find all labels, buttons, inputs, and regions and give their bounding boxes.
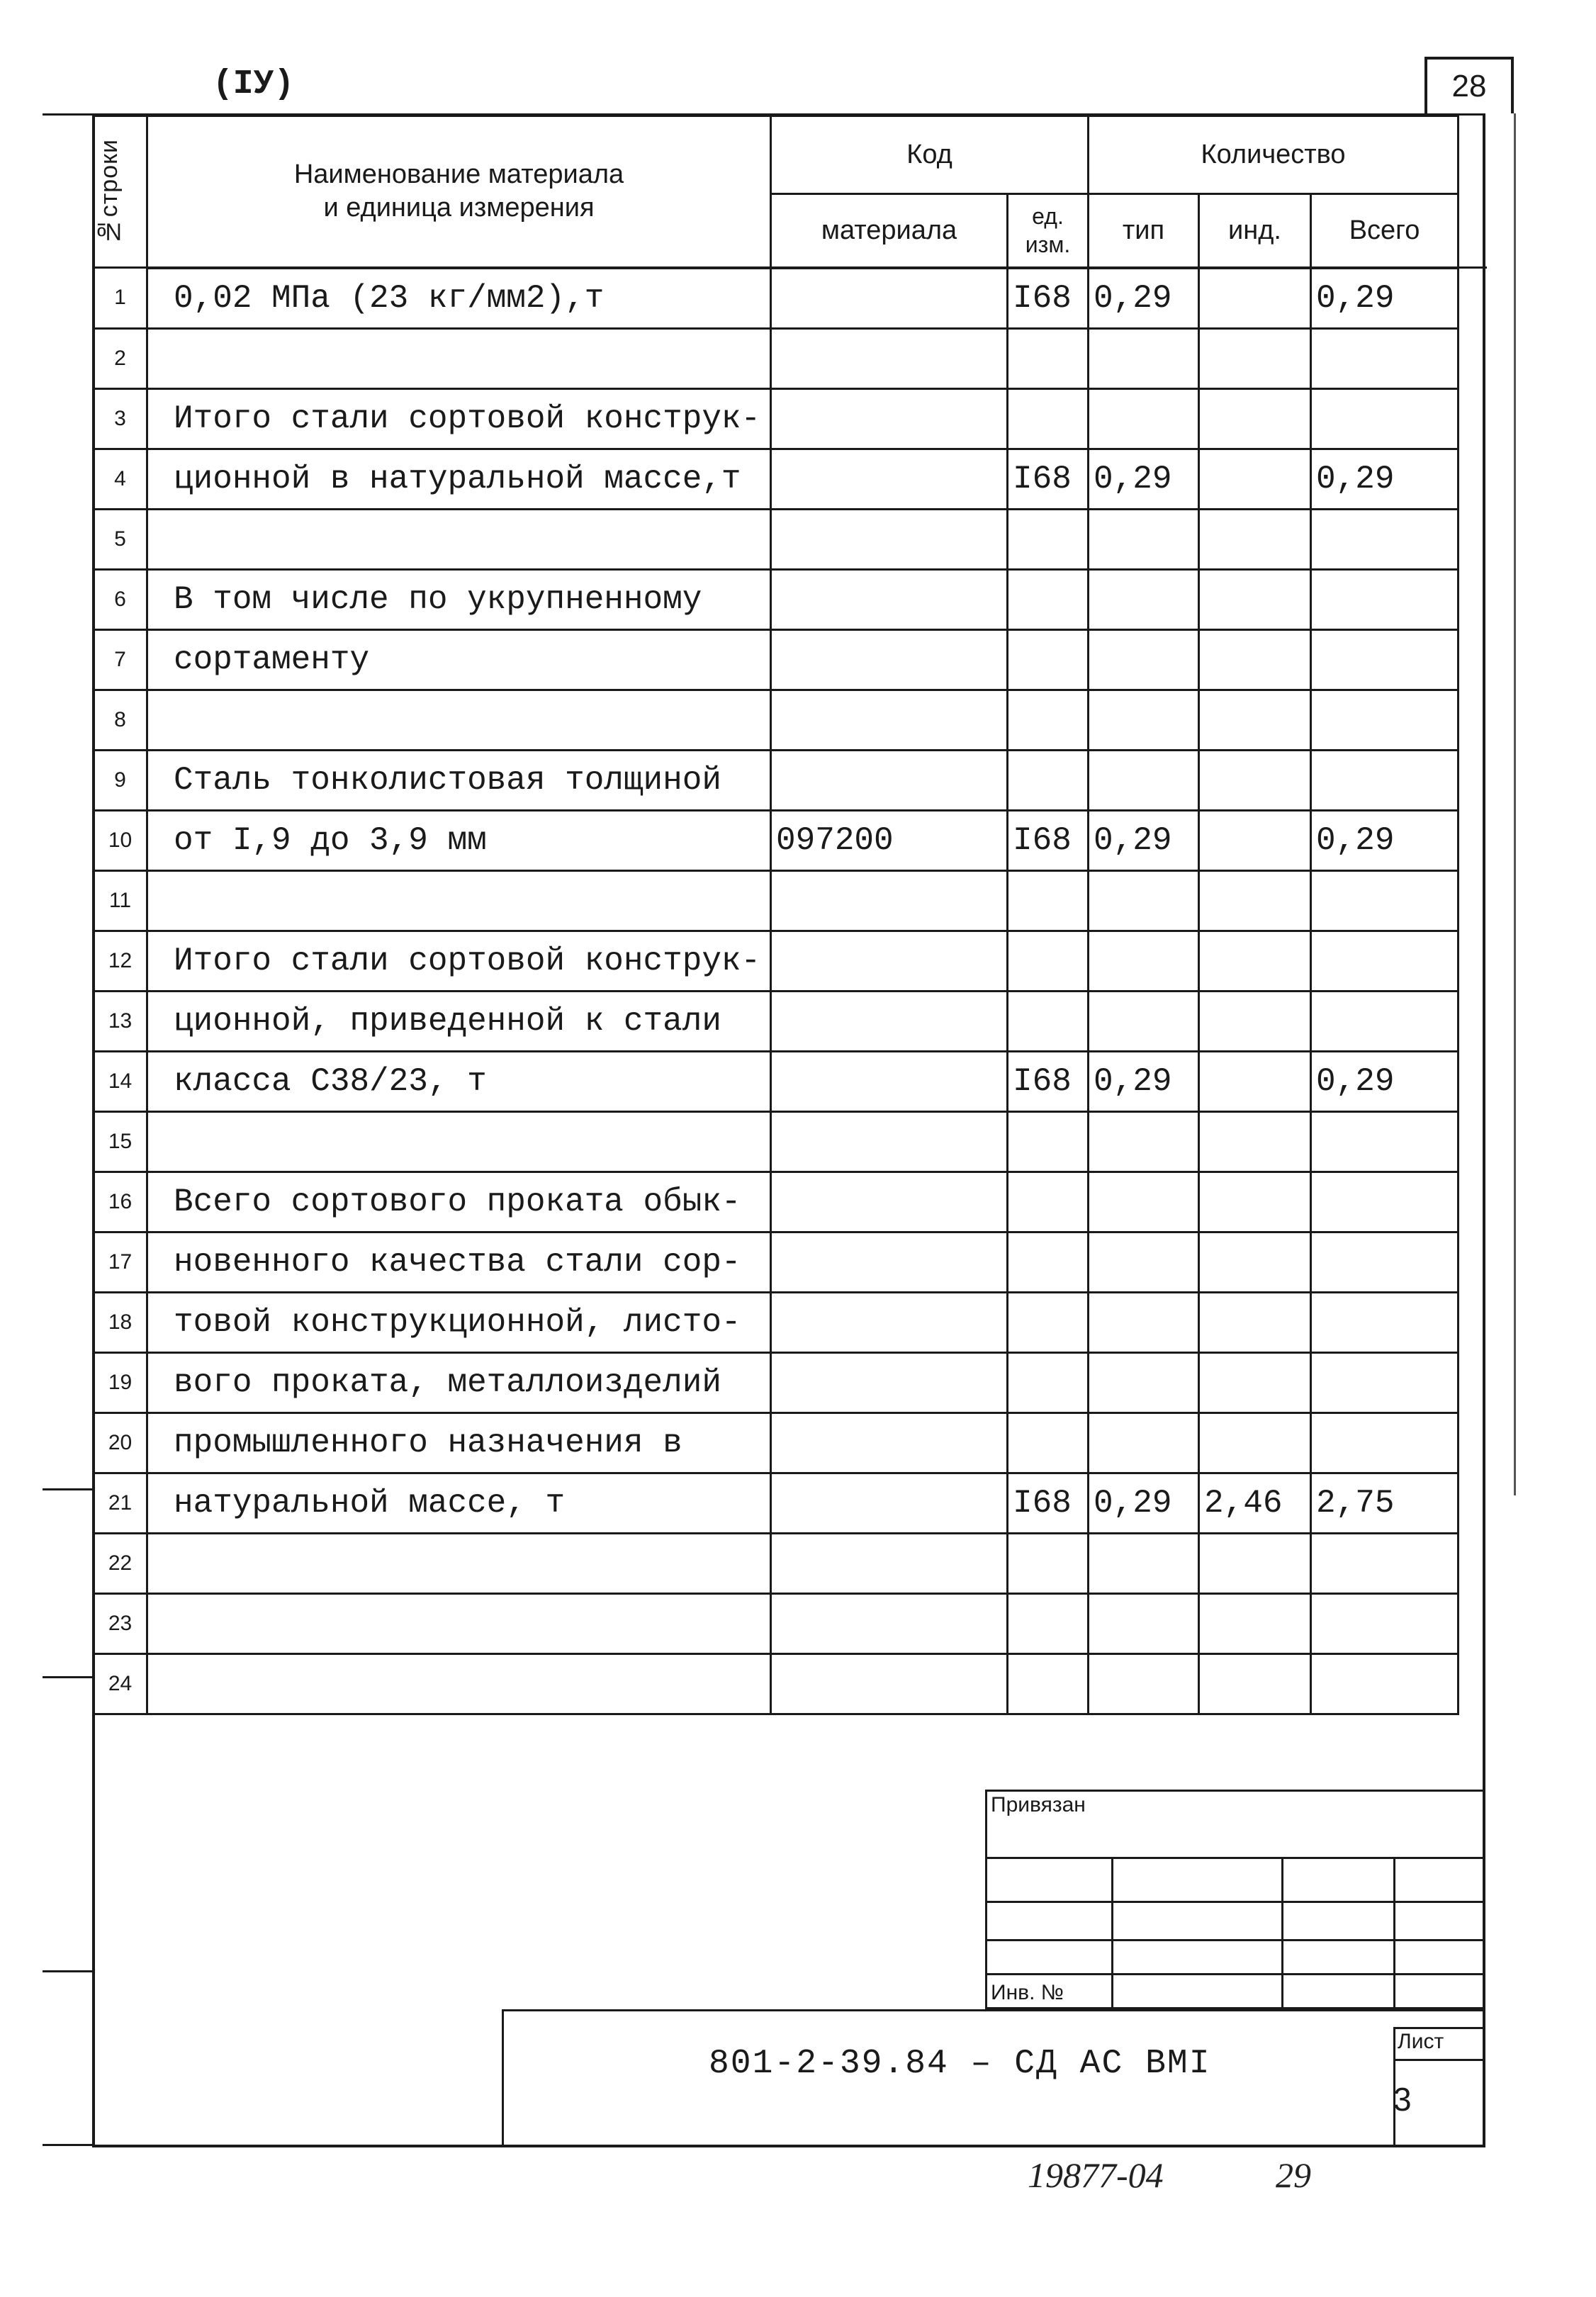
- row-total-qty: [1311, 1172, 1459, 1232]
- row-name: промышленного назначения в: [147, 1413, 771, 1473]
- row-unit: I68: [1008, 810, 1089, 870]
- row-unit: I68: [1008, 449, 1089, 509]
- row-spacer: [1459, 328, 1487, 388]
- table-row: [94, 388, 1487, 449]
- table-row: [94, 449, 1487, 509]
- row-spacer: [1459, 1533, 1487, 1593]
- row-name: товой конструкционной, листо-: [147, 1292, 771, 1352]
- table-row: [94, 268, 1487, 329]
- row-type-qty: [1089, 1593, 1199, 1653]
- row-material-code: [771, 449, 1008, 509]
- row-name: Итого стали сортовой конструк-: [147, 388, 771, 449]
- row-unit: [1008, 1533, 1089, 1593]
- row-ind-qty: [1199, 1232, 1311, 1292]
- row-name: от I,9 до 3,9 мм: [147, 810, 771, 870]
- row-material-code: [771, 1533, 1008, 1593]
- row-number: 16: [94, 1172, 147, 1232]
- row-number: 9: [94, 750, 147, 810]
- header-row-number: [94, 116, 147, 268]
- row-number: 24: [94, 1653, 147, 1714]
- table-row: [94, 1292, 1487, 1352]
- row-spacer: [1459, 690, 1487, 750]
- row-unit: [1008, 1232, 1089, 1292]
- row-spacer: [1459, 1292, 1487, 1352]
- document-code: 801-2-39.84 – СД АС ВМI: [709, 2045, 1211, 2083]
- row-ind-qty: [1199, 1653, 1311, 1714]
- row-name: ционной в натуральной массе,т: [147, 449, 771, 509]
- row-type-qty: [1089, 1413, 1199, 1473]
- row-spacer: [1459, 629, 1487, 690]
- row-total-qty: [1311, 328, 1459, 388]
- table-row: [94, 1051, 1487, 1111]
- row-number: 21: [94, 1473, 147, 1533]
- row-number: 18: [94, 1292, 147, 1352]
- row-type-qty: [1089, 870, 1199, 931]
- handwritten-number: 19877-04: [1028, 2155, 1164, 2195]
- table-row: [94, 870, 1487, 931]
- page-number: 28: [1424, 57, 1514, 113]
- row-ind-qty: [1199, 1593, 1311, 1653]
- row-material-code: [771, 629, 1008, 690]
- margin-tick: [43, 2144, 92, 2146]
- row-spacer: [1459, 509, 1487, 569]
- row-type-qty: [1089, 388, 1199, 449]
- row-total-qty: [1311, 388, 1459, 449]
- row-name: [147, 1593, 771, 1653]
- row-material-code: [771, 569, 1008, 629]
- row-total-qty: [1311, 629, 1459, 690]
- row-ind-qty: [1199, 629, 1311, 690]
- row-total-qty: [1311, 870, 1459, 931]
- row-unit: [1008, 509, 1089, 569]
- row-total-qty: [1311, 931, 1459, 991]
- header-unit: ед. изм.: [1008, 194, 1089, 268]
- row-material-code: [771, 1172, 1008, 1232]
- right-margin-line: [1514, 113, 1516, 1495]
- row-number: 14: [94, 1051, 147, 1111]
- row-type-qty: [1089, 1232, 1199, 1292]
- row-total-qty: [1311, 690, 1459, 750]
- row-type-qty: 0,29: [1089, 268, 1199, 329]
- row-number: 2: [94, 328, 147, 388]
- row-spacer: [1459, 810, 1487, 870]
- row-type-qty: [1089, 1111, 1199, 1172]
- row-ind-qty: [1199, 1111, 1311, 1172]
- row-material-code: [771, 690, 1008, 750]
- table-row: [94, 629, 1487, 690]
- header-name: [147, 116, 771, 268]
- row-spacer: [1459, 569, 1487, 629]
- table-row: [94, 1413, 1487, 1473]
- row-number: 15: [94, 1111, 147, 1172]
- row-material-code: [771, 750, 1008, 810]
- row-spacer: [1459, 991, 1487, 1051]
- table-row: [94, 1352, 1487, 1413]
- table-row: [94, 569, 1487, 629]
- table-row: [94, 1533, 1487, 1593]
- row-number: 7: [94, 629, 147, 690]
- row-unit: I68: [1008, 268, 1089, 329]
- row-material-code: [771, 388, 1008, 449]
- header-quantity-group: Количество: [1089, 116, 1459, 194]
- row-material-code: [771, 509, 1008, 569]
- row-ind-qty: [1199, 388, 1311, 449]
- table-row: [94, 750, 1487, 810]
- row-type-qty: [1089, 1533, 1199, 1593]
- row-material-code: [771, 328, 1008, 388]
- row-material-code: [771, 1232, 1008, 1292]
- row-unit: [1008, 1593, 1089, 1653]
- sheet-number: 3: [1393, 2081, 1412, 2118]
- row-total-qty: [1311, 1533, 1459, 1593]
- row-material-code: [771, 1111, 1008, 1172]
- row-name: класса С38/23, т: [147, 1051, 771, 1111]
- row-total-qty: 0,29: [1311, 810, 1459, 870]
- row-material-code: [771, 1051, 1008, 1111]
- sheet-label: Лист: [1398, 2030, 1444, 2053]
- row-type-qty: [1089, 328, 1199, 388]
- row-number: 1: [94, 268, 147, 329]
- stamp-line: [1393, 1857, 1395, 2009]
- row-material-code: [771, 991, 1008, 1051]
- row-spacer: [1459, 870, 1487, 931]
- row-type-qty: 0,29: [1089, 449, 1199, 509]
- row-spacer: [1459, 388, 1487, 449]
- header-ind: инд.: [1199, 194, 1311, 268]
- row-name: [147, 509, 771, 569]
- row-ind-qty: 2,46: [1199, 1473, 1311, 1533]
- row-type-qty: [1089, 629, 1199, 690]
- row-name: Итого стали сортовой конструк-: [147, 931, 771, 991]
- row-number: 10: [94, 810, 147, 870]
- table-row: [94, 1111, 1487, 1172]
- row-ind-qty: [1199, 328, 1311, 388]
- row-spacer: [1459, 1413, 1487, 1473]
- row-total-qty: 0,29: [1311, 268, 1459, 329]
- row-unit: [1008, 1413, 1089, 1473]
- row-total-qty: [1311, 1111, 1459, 1172]
- table-row: [94, 1172, 1487, 1232]
- margin-tick: [43, 1676, 92, 1678]
- row-spacer: [1459, 1653, 1487, 1714]
- row-material-code: 097200: [771, 810, 1008, 870]
- row-ind-qty: [1199, 1352, 1311, 1413]
- row-material-code: [771, 1593, 1008, 1653]
- header-material: материала: [771, 194, 1008, 268]
- row-type-qty: [1089, 509, 1199, 569]
- row-spacer: [1459, 750, 1487, 810]
- stamp-line: [985, 1901, 1485, 1903]
- row-material-code: [771, 931, 1008, 991]
- row-type-qty: [1089, 750, 1199, 810]
- row-total-qty: [1311, 1653, 1459, 1714]
- row-spacer: [1459, 1232, 1487, 1292]
- header-name-line1: Наименование материала: [293, 159, 624, 189]
- row-number: 20: [94, 1413, 147, 1473]
- handwritten-page: 29: [1276, 2155, 1311, 2195]
- row-number: 19: [94, 1352, 147, 1413]
- row-spacer: [1459, 931, 1487, 991]
- row-name: В том числе по укрупненному: [147, 569, 771, 629]
- row-type-qty: [1089, 1172, 1199, 1232]
- row-name: Всего сортового проката обык-: [147, 1172, 771, 1232]
- stamp-line: [985, 1857, 1485, 1859]
- row-name: [147, 870, 771, 931]
- row-type-qty: [1089, 931, 1199, 991]
- sheet-box-divider: [1393, 2059, 1485, 2061]
- row-material-code: [771, 1292, 1008, 1352]
- row-name: новенного качества стали сор-: [147, 1232, 771, 1292]
- row-total-qty: 2,75: [1311, 1473, 1459, 1533]
- row-type-qty: 0,29: [1089, 1051, 1199, 1111]
- row-number: 4: [94, 449, 147, 509]
- row-type-qty: [1089, 1352, 1199, 1413]
- header-total: Всего: [1311, 194, 1459, 268]
- row-spacer: [1459, 1172, 1487, 1232]
- row-ind-qty: [1199, 509, 1311, 569]
- row-name: натуральной массе, т: [147, 1473, 771, 1533]
- table-row: [94, 1593, 1487, 1653]
- row-unit: [1008, 870, 1089, 931]
- row-unit: [1008, 388, 1089, 449]
- row-spacer: [1459, 1473, 1487, 1533]
- header-code-group: Код: [771, 116, 1089, 194]
- row-ind-qty: [1199, 1292, 1311, 1352]
- row-unit: [1008, 1352, 1089, 1413]
- row-type-qty: [1089, 690, 1199, 750]
- row-material-code: [771, 1653, 1008, 1714]
- stamp-line: [1111, 1857, 1113, 2009]
- row-total-qty: [1311, 1352, 1459, 1413]
- table-row: [94, 509, 1487, 569]
- materials-table: [92, 115, 1487, 1715]
- row-total-qty: [1311, 750, 1459, 810]
- row-total-qty: [1311, 1593, 1459, 1653]
- row-spacer: [1459, 268, 1487, 329]
- row-unit: [1008, 1653, 1089, 1714]
- row-material-code: [771, 870, 1008, 931]
- row-name: вого проката, металлоизделий: [147, 1352, 771, 1413]
- table-row: [94, 1232, 1487, 1292]
- row-total-qty: 0,29: [1311, 449, 1459, 509]
- row-spacer: [1459, 1593, 1487, 1653]
- row-ind-qty: [1199, 690, 1311, 750]
- inventory-label: Инв. №: [991, 1981, 1064, 2004]
- row-ind-qty: [1199, 750, 1311, 810]
- row-unit: [1008, 569, 1089, 629]
- row-ind-qty: [1199, 870, 1311, 931]
- row-number: 13: [94, 991, 147, 1051]
- row-spacer: [1459, 1051, 1487, 1111]
- row-unit: [1008, 931, 1089, 991]
- margin-tick: [43, 1970, 92, 1972]
- row-number: 5: [94, 509, 147, 569]
- row-number: 11: [94, 870, 147, 931]
- row-number: 17: [94, 1232, 147, 1292]
- header-spacer: [1459, 116, 1487, 268]
- table-row: [94, 1653, 1487, 1714]
- row-ind-qty: [1199, 449, 1311, 509]
- row-number: 22: [94, 1533, 147, 1593]
- row-total-qty: 0,29: [1311, 1051, 1459, 1111]
- row-number: 23: [94, 1593, 147, 1653]
- linked-stamp-box: [985, 1790, 1485, 2009]
- row-spacer: [1459, 1352, 1487, 1413]
- row-material-code: [771, 268, 1008, 329]
- row-number: 3: [94, 388, 147, 449]
- table-row: [94, 690, 1487, 750]
- row-unit: [1008, 991, 1089, 1051]
- row-name: ционной, приведенной к стали: [147, 991, 771, 1051]
- row-name: [147, 1533, 771, 1593]
- row-ind-qty: [1199, 931, 1311, 991]
- row-total-qty: [1311, 1232, 1459, 1292]
- row-unit: [1008, 328, 1089, 388]
- row-total-qty: [1311, 569, 1459, 629]
- row-type-qty: 0,29: [1089, 1473, 1199, 1533]
- row-ind-qty: [1199, 1533, 1311, 1593]
- row-type-qty: [1089, 1292, 1199, 1352]
- margin-tick: [43, 1488, 92, 1490]
- row-spacer: [1459, 449, 1487, 509]
- row-name: [147, 690, 771, 750]
- table-row: [94, 328, 1487, 388]
- row-unit: [1008, 1111, 1089, 1172]
- row-ind-qty: [1199, 268, 1311, 329]
- row-ind-qty: [1199, 1413, 1311, 1473]
- row-ind-qty: [1199, 569, 1311, 629]
- row-total-qty: [1311, 509, 1459, 569]
- row-name: [147, 1111, 771, 1172]
- row-ind-qty: [1199, 810, 1311, 870]
- row-type-qty: [1089, 1653, 1199, 1714]
- row-unit: I68: [1008, 1473, 1089, 1533]
- table-row: [94, 810, 1487, 870]
- row-unit: [1008, 750, 1089, 810]
- row-unit: [1008, 1292, 1089, 1352]
- row-type-qty: [1089, 569, 1199, 629]
- row-name: Сталь тонколистовая толщиной: [147, 750, 771, 810]
- row-total-qty: [1311, 1292, 1459, 1352]
- row-number: 6: [94, 569, 147, 629]
- row-number: 12: [94, 931, 147, 991]
- row-material-code: [771, 1473, 1008, 1533]
- row-unit: [1008, 1172, 1089, 1232]
- linked-label: Привязан: [991, 1793, 1086, 1816]
- row-ind-qty: [1199, 991, 1311, 1051]
- row-number: 8: [94, 690, 147, 750]
- row-ind-qty: [1199, 1051, 1311, 1111]
- row-spacer: [1459, 1111, 1487, 1172]
- row-type-qty: 0,29: [1089, 810, 1199, 870]
- stamp-line: [985, 1973, 1485, 1975]
- row-name: сортаменту: [147, 629, 771, 690]
- stamp-line: [1281, 1857, 1283, 2009]
- table-row: [94, 1473, 1487, 1533]
- row-ind-qty: [1199, 1172, 1311, 1232]
- sheet-section-label: (IУ): [213, 65, 295, 103]
- row-total-qty: [1311, 991, 1459, 1051]
- row-material-code: [771, 1413, 1008, 1473]
- row-unit: [1008, 629, 1089, 690]
- table-row: [94, 931, 1487, 991]
- row-type-qty: [1089, 991, 1199, 1051]
- row-unit: I68: [1008, 1051, 1089, 1111]
- stamp-line: [985, 1939, 1485, 1941]
- row-total-qty: [1311, 1413, 1459, 1473]
- header-type: тип: [1089, 194, 1199, 268]
- header-row-number-text: №строки: [96, 138, 123, 245]
- row-name: 0,02 МПа (23 кг/мм2),т: [147, 268, 771, 329]
- row-unit: [1008, 690, 1089, 750]
- table-row: [94, 991, 1487, 1051]
- row-material-code: [771, 1352, 1008, 1413]
- row-name: [147, 1653, 771, 1714]
- row-name: [147, 328, 771, 388]
- header-name-line2: и единица измерения: [323, 193, 595, 223]
